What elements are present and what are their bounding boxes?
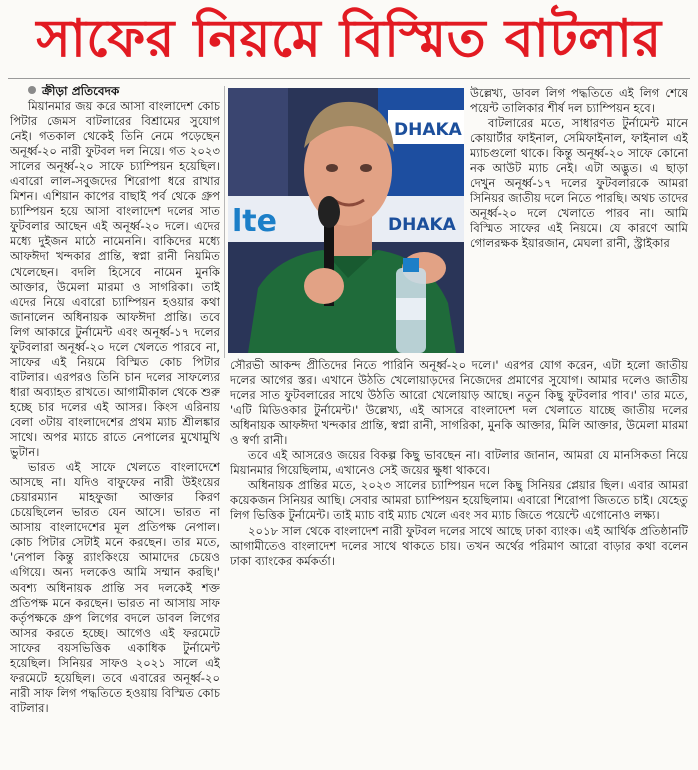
left-paragraph-1: মিয়ানমার জয় করে আসা বাংলাদেশ কোচ পিটার জেমস বাটলারের বিশ্রামের সুযোগ নেই। গতকাল থেকেই তিনি নেমে পড়েছেন অনূর্ধ্ব-২০ নারী ফুটবল দল নিয়ে। গত ২০২৩ সালের অনূর্ধ্ব-২০ সাফে চ্যাম্পিয়ন হয়েছিল। এবারো লাল-সবুজদের শিরোপা ধরে রাখার মিশন। এশিয়ান কাপের বাছাই পর্ব থেকে গ্রুপ চ্যাম্পিয়ন হয়ে আসা বাংলাদেশ দলের সাত ফুটবলার আছেন এই অনূর্ধ্ব-২০ দলে। এদের মধ্যে দুইজন মাঠে নামেননি। বাকিদের মধ্যে আফঈদা খন্দকার প্রান্তি, স্বপ্না রানী নিয়মিত খেলেছেন। বদলি হিসেবে নামেন মুনকি আক্তার, উমেলা মারমা ও সাগরিকা। তাই এদের নিয়ে এবারো চ্যাম্পিয়ন হওয়ার কথা জানালেন অধিনায়ক আফঈদা প্রান্তি। তবে লিগ আকারে টুর্নামেন্ট এবং অনূর্ধ্ব-১৭ দলের ফুটবলারা অনূর্ধ্ব-২০ দলে খেলতে পারবে না, সাফের এই নিয়মে বিস্মিত কোচ পিটার বাটলার। এরপরও তিনি চান দলের সাফল্যের ধারা অব্যাহত রাখতে। আগামীকাল থেকে শুরু হচ্ছে চার দলের এই আসর। কিংস এরিনায় বেলা ৩টায় বাংলাদেশের প্রথম ম্যাচ শ্রীলঙ্কার সাথে। অপর ম্যাচে রাতে নেপালের মুখোমুখি ভুটান। xyxy=(10,99,220,460)
byline-bullet-icon xyxy=(28,86,36,94)
left-paragraph-2: ভারত এই সাফে খেলতে বাংলাদেশে আসছে না। যদিও বাফুফের নারী উইংয়ের চেয়ারম্যান মাহফুজা আক্তার কিরণ চেয়েছিলেন ভারত যেন আসে। ভারত না আসায় বাংলাদেশের মূল প্রতিপক্ষ নেপাল। কোচ পিটার সেটাই মনে করছেন। তার মতে, 'নেপাল কিন্তু র‍্যাংকিংয়ে আমাদের চেয়েও এগিয়ে। অন্য দলকেও আমি সম্মান করছি।' অবশ্য অধিনায়ক প্রান্তি সব দলকেই শক্ত প্রতিপক্ষ মনে করছেন। ভারত না আসায় সাফ কর্তৃপক্ষকে গ্রুপ লিগের বদলে ডাবল লিগের আসর করতে হচ্ছে। আগেও এই ফরমেটে সাফের বয়সভিত্তিক একাধিক টুর্নামেন্ট হয়েছিল। সিনিয়র সাফও ২০২১ সালে এই ফরমেটে হয়েছিল। তবে এবারের অনূর্ধ্ব-২০ নারী সাফ লিগ পদ্ধতিতে হওয়ায় বিস্মিত কোচ বাটলার। xyxy=(10,460,220,715)
left-column xyxy=(10,84,220,766)
right-bottom-paragraph-2: তবে এই আসরেও জয়ের বিকল্প কিছু ভাবছেন না। বাটলার জানান, আমরা যে মানসিকতা নিয়ে মিয়ানমার গিয়েছিলাম, এখানেও সেই জয়ের ক্ষুধা থাকবে। xyxy=(230,448,688,478)
right-bottom-paragraph-3: অধিনায়ক প্রান্তির মতে, ২০২৩ সালের চ্যাম্পিয়ন দলে কিছু সিনিয়র প্লেয়ার ছিল। এবার আমরা কয়েকজন সিনিয়র আছি। সেবার আমরা চ্যাম্পিয়ন হয়েছিলাম। এবারো শিরোপা জিততে চাই। যেহেতু লিগ ভিত্তিক টুর্নামেন্ট। তাই ম্যাচ বাই ম্যাচ খেলে এবং সব ম্যাচ জিতে পয়েন্টে এগোনোও লক্ষ্য। xyxy=(230,478,688,523)
banner-text-dhaka: DHAKA xyxy=(394,120,462,140)
byline-text: ক্রীড়া প্রতিবেদক xyxy=(42,84,120,98)
byline xyxy=(10,84,220,99)
coach-photo xyxy=(228,88,464,353)
banner-text-lte: lte xyxy=(232,204,277,239)
coach-photo-image xyxy=(228,88,464,353)
right-top-paragraph-2: বাটলারের মতে, সাধারণত টুর্নামেন্ট মানে কোয়ার্টার ফাইনাল, সেমিফাইনাল, ফাইনাল এই ম্যাচগুলো থাকে। কিন্তু অনূর্ধ্ব-২০ সাফে কোনো নক আউট ম্যাচ নেই। এটা অদ্ভুত। এ ছাড়া দেখুন অনূর্ধ্ব-১৭ দলের ফুটবলারকে আমরা সিনিয়র জাতীয় দলে নিতে পারছি। অথচ তাদের অনূর্ধ্ব-২০ দলে খেলাতে পারব না। আমি বিস্মিত সাফের এই নিয়মে। যে কারণে আমি গোলরক্ষক ইয়ারজান, মেঘলা রানী, স্ট্রাইকার xyxy=(470,116,688,251)
headline: সাফের নিয়মে বিস্মিত বাটলার xyxy=(36,9,662,69)
column-divider xyxy=(224,86,225,358)
headline-divider xyxy=(8,78,690,79)
banner-text-dhaka-2: DHAKA xyxy=(388,215,456,235)
right-column-bottom xyxy=(230,358,688,766)
right-top-paragraph-1: উল্লেখ্য, ডাবল লিগ পদ্ধতিতে এই লিগ শেষে পয়েন্ট তালিকার শীর্ষ দল চ্যাম্পিয়ন হবে। xyxy=(470,86,688,116)
right-column-top xyxy=(470,86,688,358)
right-bottom-paragraph-1: সৌরভী আকন্দ প্রীতিদের নিতে পারিনি অনূর্ধ্ব-২০ দলে।' এরপর যোগ করেন, এটা হলো জাতীয় দলের আগের স্তর। এখানে উঠতি খেলোয়াড়দের নিজেদের প্রমাণের সুযোগ। আমার দলেও জাতীয় দলের সাত ফুটবলারের সাথে উঠতি আরো খেলোয়াড় আছে। নতুন কিছু ফুটবলার পাব।' তার মতে, 'এটি মিডিওকার টুর্নামেন্ট।' উল্লেখ্য, এই আসরে বাংলাদেশ দল খেলাতে যাচ্ছে জাতীয় দলের অধিনায়ক আফঈদা খন্দকার প্রান্তি, স্বপ্না রানী, সাগরিকা, মুনকি আক্তার, মিলি আক্তার, উমেলা মারমা ও স্বর্ণা রানী। xyxy=(230,358,688,448)
right-bottom-paragraph-4: ২০১৮ সাল থেকে বাংলাদেশ নারী ফুটবল দলের সাথে আছে ঢাকা ব্যাংক। এই আর্থিক প্রতিষ্ঠানটি আগামীতেও বাংলাদেশ দলের সাথে থাকতে চায়। তখন অর্থের পরিমাণ আরো বাড়ার কথা বলেন ঢাকা ব্যাংকের কর্মকর্তা। xyxy=(230,523,688,568)
